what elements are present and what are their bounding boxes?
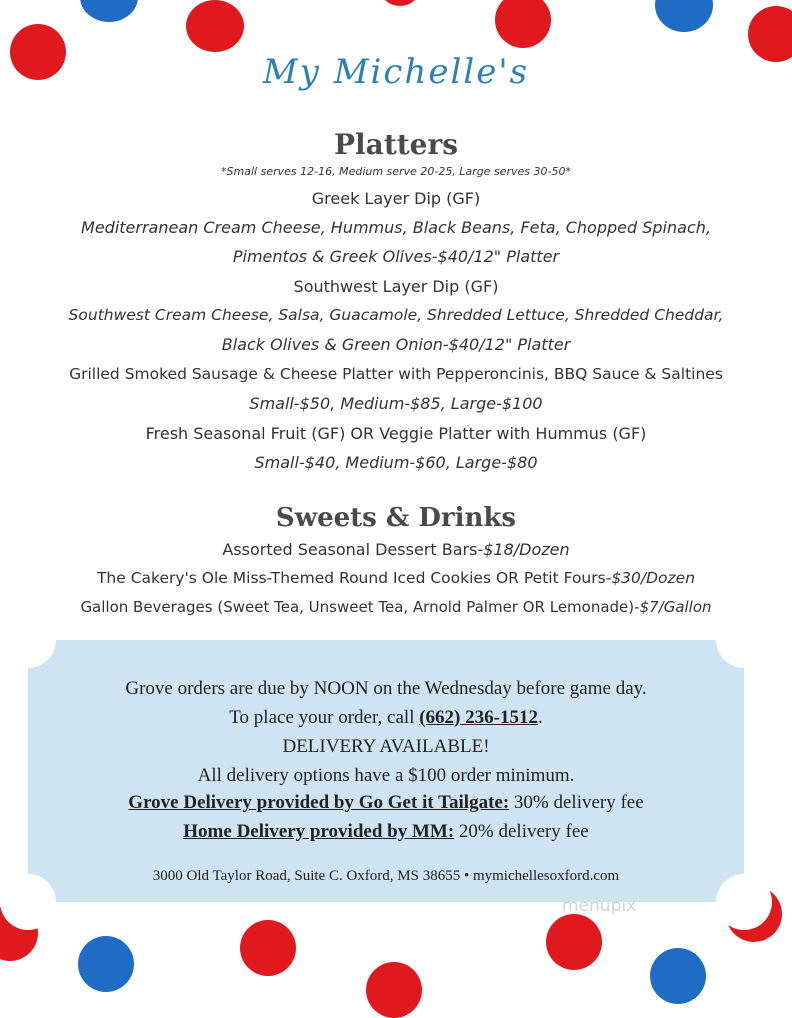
sweets-item-price: $30/Dozen [611, 569, 696, 587]
sweets-item [0, 540, 792, 559]
grove-delivery [28, 792, 744, 814]
menu-line: Grilled Smoked Sausage & Cheese Platter with Pepperoncinis, BBQ Sauce & Saltines [69, 365, 723, 383]
sweets-item [0, 569, 792, 587]
platters-title: Platters [333, 128, 459, 161]
menu-line: Black Olives & Green Onion-$40/12" Platter [221, 335, 571, 354]
menu-line: Greek Layer Dip (GF) [311, 189, 481, 208]
home-delivery [28, 821, 744, 843]
polka-dot [240, 920, 296, 976]
grove-delivery-label: Grove Delivery provided by Go Get it Tailgate: [128, 792, 510, 813]
call-prefix: To place your order, call [229, 707, 420, 728]
polka-dot [186, 0, 244, 52]
menu-line: Small-$50, Medium-$85, Large-$100 [249, 394, 543, 413]
sweets-item-name: Gallon Beverages (Sweet Tea, Unsweet Tea, Arnold Palmer OR Lemonade)- [80, 598, 640, 616]
polka-dot [546, 914, 602, 970]
grove-delivery-fee: 30% delivery fee [509, 792, 644, 813]
menu-line: Pimentos & Greek Olives-$40/12" Platter [232, 247, 560, 266]
order-info-panel [28, 640, 744, 902]
brand-logo: My Michelle's [262, 52, 530, 92]
address-line: 3000 Old Taylor Road, Suite C. Oxford, MS 38655 • mymichellesoxford.com [152, 868, 620, 884]
menu-line: Small-$40, Medium-$60, Large-$80 [254, 453, 538, 472]
sweets-item-name: Assorted Seasonal Dessert Bars- [222, 540, 484, 559]
watermark: menupix [562, 896, 637, 916]
home-delivery-label: Home Delivery provided by MM: [183, 821, 455, 842]
sweets-item [0, 598, 792, 616]
serving-note: *Small serves 12-16, Medium serve 20-25, Large serves 30-50* [221, 165, 571, 178]
polka-dot [366, 962, 422, 1018]
polka-dot [650, 948, 706, 1004]
ticket-notch [716, 612, 772, 668]
sweets-item-price: $7/Gallon [639, 598, 712, 616]
polka-dot [380, 0, 420, 6]
menu-line: Mediterranean Cream Cheese, Hummus, Black Beans, Feta, Chopped Spinach, [81, 218, 711, 237]
order-deadline: Grove orders are due by NOON on the Wednesday before game day. [125, 678, 647, 699]
polka-dot [655, 0, 713, 32]
order-minimum: All delivery options have a $100 order minimum. [197, 765, 575, 786]
delivery-available: DELIVERY AVAILABLE! [282, 736, 490, 757]
call-suffix: . [537, 707, 543, 728]
menu-line: Southwest Cream Cheese, Salsa, Guacamole, Shredded Lettuce, Shredded Cheddar, [68, 306, 724, 324]
ticket-notch [0, 612, 56, 668]
menu-line: Fresh Seasonal Fruit (GF) OR Veggie Platter with Hummus (GF) [145, 424, 647, 443]
home-delivery-fee: 20% delivery fee [454, 821, 589, 842]
menu-line: Southwest Layer Dip (GF) [293, 277, 499, 296]
sweets-item-name: The Cakery's Ole Miss-Themed Round Iced Cookies OR Petit Fours- [96, 569, 612, 587]
polka-dot [80, 0, 138, 22]
sweets-item-price: $18/Dozen [483, 540, 570, 559]
call-line [28, 707, 744, 729]
polka-dot [495, 0, 551, 48]
phone-link[interactable]: (662) 236-1512 [419, 707, 538, 728]
sweets-title: Sweets & Drinks [275, 503, 517, 533]
polka-dot [78, 936, 134, 992]
